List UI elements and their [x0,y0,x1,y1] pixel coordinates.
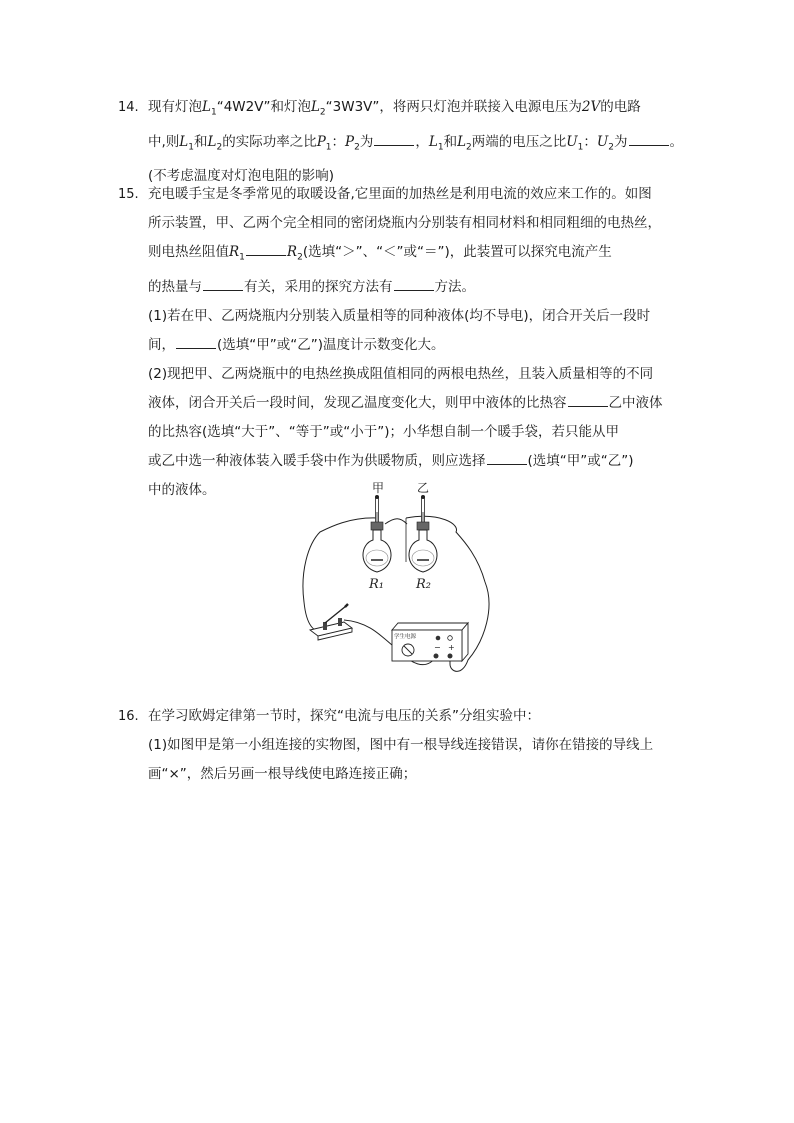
q15-line-1: 充电暖手宝是冬季常见的取暖设备,它里面的加热丝是利用电流的效应来工作的。如图 [148,186,652,202]
q15-line-3: 则电热丝阻值$R_1$ $R_2$(选填“＞”、“＜”或“＝”)，此装置可以探究电流产生 [148,238,698,273]
circuit-wire [385,519,407,524]
question-15 [118,180,698,505]
q16-line-3: 画“×”，然后另画一根导线使电路连接正确； [148,766,417,782]
q15-part2-line-4: 或乙中选一种液体装入暖手袋中作为供暖物质，则应选择 (选填“甲”或“乙”) [148,447,698,476]
question-text [148,702,698,789]
q16-line-1: 在学习欧姆定律第一节时，探究“电流与电压的关系”分组实验中： [148,708,540,724]
answer-blank[interactable] [568,392,608,407]
q15-line-4: 的热量与 有关，采用的探究方法有 方法。 [148,273,698,302]
label-r1: R₁ [369,577,384,592]
terminal-plus-icon [448,654,453,659]
q15-part2-line-5: 中的液体。 [148,481,216,498]
label-jia: 甲 [372,481,385,495]
label-r2: R₂ [416,577,431,592]
flask-jia-icon [363,522,391,572]
question-16 [118,702,698,789]
answer-blank[interactable] [629,131,669,146]
answer-blank[interactable] [246,241,286,256]
power-supply-icon [392,623,468,661]
q15-part1-line-2: 间， (选填“甲”或“乙”)温度计示数变化大。 [148,331,698,360]
question-14 [118,93,698,191]
answer-blank[interactable] [487,450,527,465]
answer-blank[interactable] [176,334,216,349]
q14-line-3: (不考虑温度对灯泡电阻的影响) [148,168,335,185]
answer-blank[interactable] [203,276,243,291]
terminal-plus-label: + [448,643,455,652]
question-number: 16. [118,709,139,724]
question-number: 14. [118,100,139,115]
q15-line-2: 所示装置，甲、乙两个完全相同的密闭烧瓶内分别装有相同材料和相同粗细的电热丝， [148,215,661,231]
experiment-figure [290,472,510,694]
switch-icon [310,604,352,640]
answer-blank[interactable] [374,131,414,146]
terminal-minus-label: − [434,643,441,652]
q15-part2-line-3: 的比热容(选填“大于”、“等于”或“小于”)；小华想自制一个暖手袋，若只能从甲 [148,423,619,440]
question-text [148,180,698,505]
q15-part1-line-1: (1)若在甲、乙两烧瓶内分别装入质量相等的同种液体(均不导电)，闭合开关后一段时 [148,307,651,324]
label-yi: 乙 [417,481,430,495]
q16-line-2: (1)如图甲是第一小组连接的实物图，图中有一根导线连接错误，请你在错接的导线上 [148,737,654,753]
terminal-minus-icon [434,654,439,659]
q14-line-1: 现有灯泡$L_1“4W2V$”和灯泡$L_2“3W3V$”，将两只灯泡并联接入电源电压为2V的电路 [148,99,641,118]
q15-part2-line-2: 液体，闭合开关后一段时间，发现乙温度变化大，则甲中液体的比热容 乙中液体 [148,389,698,418]
q14-line-2: 中,则$L_1$和$L_2$的实际功率之比$P_1$：$P_2$为 ，$L_1$和$L_2$两端的电压之比$U_1$：$U_2$为 。 [148,128,698,163]
q15-part2-line-1: (2)现把甲、乙两烧瓶中的电热丝换成阻值相同的两根电热丝，且装入质量相等的不同 [148,365,654,382]
flask-yi-icon [409,522,437,572]
question-text [148,93,698,191]
power-supply-label: 学生电源 [394,634,417,640]
answer-blank[interactable] [394,276,434,291]
question-number: 15. [118,187,139,202]
